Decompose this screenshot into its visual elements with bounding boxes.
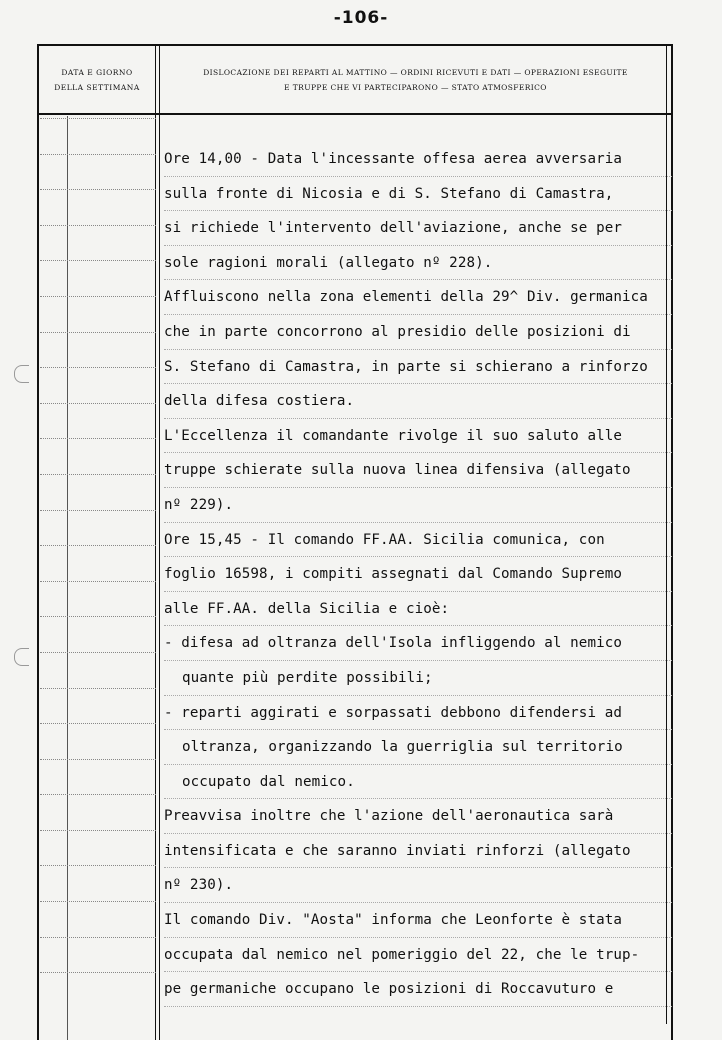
text-line: S. Stefano di Camastra, in parte si schierano a rinforzo (164, 350, 672, 385)
text-line: L'Eccellenza il comandante rivolge il suo saluto alle (164, 419, 672, 454)
text-line: intensificata e che saranno inviati rinforzi (allegato (164, 834, 672, 869)
column-divider-inner (159, 113, 160, 1040)
date-header-line1: DATA E GIORNO (61, 67, 133, 77)
text-line: Il comando Div. "Aosta" informa che Leonforte è stata (164, 903, 672, 938)
text-line: si richiede l'intervento dell'aviazione, anche se per (164, 211, 672, 246)
binder-hole-mark (14, 648, 29, 666)
text-line: truppe schierate sulla nuova linea difensiva (allegato (164, 453, 672, 488)
text-line: foglio 16598, i compiti assegnati dal Comando Supremo (164, 557, 672, 592)
text-line: occupato dal nemico. (164, 765, 672, 800)
text-line: nº 229). (164, 488, 672, 523)
text-line: oltranza, organizzando la guerriglia sul territorio (164, 730, 672, 765)
binder-hole-mark (14, 365, 29, 383)
text-line: Preavvisa inoltre che l'azione dell'aeronautica sarà (164, 799, 672, 834)
text-line: occupata dal nemico nel pomeriggio del 22, che le trup- (164, 938, 672, 973)
text-line: nº 230). (164, 868, 672, 903)
text-line: della difesa costiera. (164, 384, 672, 419)
text-line: Ore 15,45 - Il comando FF.AA. Sicilia comunica, con (164, 523, 672, 558)
events-header-line2: E TRUPPE CHE VI PARTECIPARONO — STATO ATMOSFERICO (284, 82, 547, 92)
text-line: sulla fronte di Nicosia e di S. Stefano di Camastra, (164, 177, 672, 212)
text-line: pe germaniche occupano le posizioni di Roccavuturo e (164, 972, 672, 1007)
events-header-line1: DISLOCAZIONE DEI REPARTI AL MATTINO — ORDINI RICEVUTI E DATI — OPERAZIONI ESEGUITE (203, 67, 628, 77)
text-line: che in parte concorrono al presidio delle posizioni di (164, 315, 672, 350)
date-header-line2: DELLA SETTIMANA (54, 82, 140, 92)
date-column-header (39, 46, 156, 113)
text-line: Ore 14,00 - Data l'incessante offesa aerea avversaria (164, 142, 672, 177)
text-line: Affluiscono nella zona elementi della 29^ Div. germanica (164, 280, 672, 315)
text-line: sole ragioni morali (allegato nº 228). (164, 246, 672, 281)
text-line: quante più perdite possibili; (164, 661, 672, 696)
text-line: alle FF.AA. della Sicilia e cioè: (164, 592, 672, 627)
diary-entry-text (164, 142, 672, 1007)
text-line: - reparti aggirati e sorpassati debbono difendersi ad (164, 696, 672, 731)
date-column-dotted-lines (40, 118, 156, 1008)
text-line: - difesa ad oltranza dell'Isola infliggendo al nemico (164, 626, 672, 661)
events-column-header (159, 46, 671, 113)
form-header (39, 46, 671, 115)
page-number: -106- (333, 8, 389, 28)
